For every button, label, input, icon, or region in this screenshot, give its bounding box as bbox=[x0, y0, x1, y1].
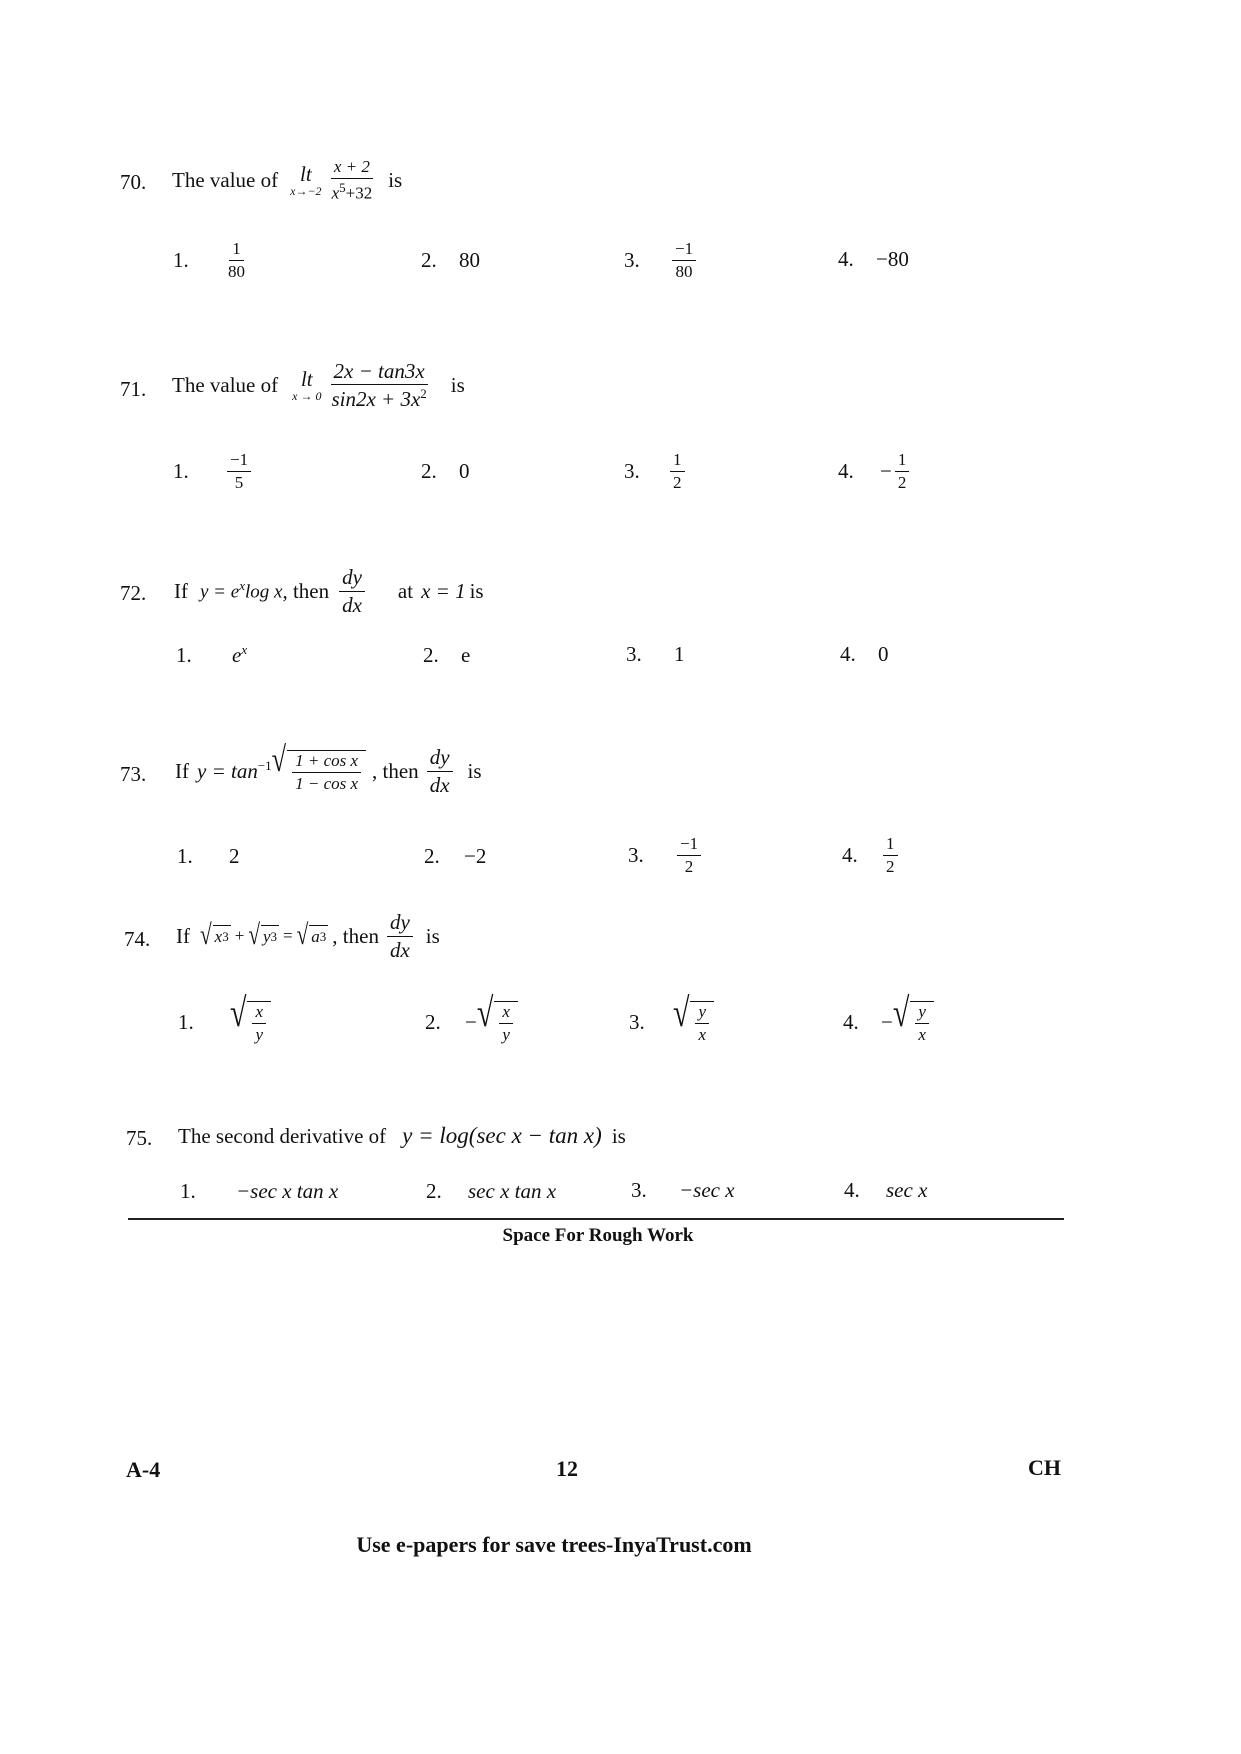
option-number: 4. bbox=[838, 458, 854, 483]
option-3[interactable] bbox=[626, 642, 685, 667]
root-argument bbox=[690, 1001, 714, 1044]
stem-text-end: is bbox=[611, 1123, 626, 1148]
option-text: −sec x bbox=[679, 1178, 735, 1202]
option-3[interactable] bbox=[624, 238, 699, 282]
fraction-denominator: 5 bbox=[234, 472, 244, 492]
fraction-numerator: −1 bbox=[227, 451, 251, 472]
option-fraction bbox=[670, 451, 685, 492]
root-argument bbox=[910, 1001, 934, 1044]
option-root bbox=[476, 990, 518, 1044]
option-number: 3. bbox=[624, 247, 640, 272]
fraction-denominator: dx bbox=[429, 772, 450, 797]
fraction-numerator: y bbox=[915, 1003, 929, 1024]
fraction-numerator: dy bbox=[339, 566, 365, 591]
option-number: 2. bbox=[426, 1179, 442, 1203]
question-stem bbox=[176, 908, 440, 964]
root-expression bbox=[271, 739, 366, 793]
root-argument bbox=[247, 1001, 271, 1044]
option-fraction bbox=[499, 1003, 513, 1044]
option-text: e bbox=[461, 643, 471, 667]
option-number: 3. bbox=[628, 842, 644, 867]
stem-text-then: , then bbox=[372, 758, 419, 783]
option-1[interactable] bbox=[173, 238, 251, 282]
option-text: $e^x$ bbox=[232, 642, 248, 667]
option-fraction bbox=[883, 835, 898, 876]
stem-text: The value of bbox=[172, 372, 279, 397]
option-fraction bbox=[895, 451, 910, 492]
option-2[interactable] bbox=[424, 844, 486, 869]
option-text: 1 bbox=[674, 642, 685, 666]
option-1[interactable] bbox=[176, 642, 247, 668]
limit-word: lt bbox=[300, 161, 312, 186]
derivative-fraction bbox=[387, 911, 413, 960]
stem-text: If bbox=[174, 578, 188, 603]
option-root bbox=[892, 990, 934, 1044]
question-stem bbox=[178, 1119, 626, 1153]
fraction-denominator: 2 bbox=[673, 472, 682, 492]
fraction-denominator: 2 bbox=[897, 472, 907, 492]
option-text: −2 bbox=[464, 844, 487, 868]
option-text: −sec x tan x bbox=[236, 1179, 339, 1203]
booklet-code: A-4 bbox=[126, 1457, 161, 1482]
fraction-denominator: $x^5+32$ bbox=[331, 179, 373, 203]
stem-text-then: , then bbox=[282, 578, 330, 603]
option-4[interactable] bbox=[838, 448, 912, 494]
stem-text-end: is bbox=[469, 578, 484, 603]
question-number: 70. bbox=[120, 170, 147, 194]
option-number: 1. bbox=[178, 1009, 194, 1034]
option-2[interactable] bbox=[423, 643, 470, 668]
option-text: 0 bbox=[878, 642, 889, 666]
root-y: √ y 3 bbox=[248, 918, 278, 951]
fraction-denominator: x bbox=[698, 1024, 707, 1044]
fraction-denominator: y bbox=[502, 1024, 510, 1044]
question-number: 74. bbox=[124, 927, 151, 951]
option-number: 4. bbox=[843, 1009, 859, 1034]
radical-sign: √ bbox=[230, 990, 247, 1036]
option-number: 2. bbox=[424, 844, 440, 868]
fraction-numerator: dy bbox=[387, 911, 413, 936]
fraction-numerator: y bbox=[695, 1003, 709, 1024]
option-text: sec x tan x bbox=[468, 1179, 557, 1203]
stem-text-at: at bbox=[397, 578, 414, 603]
option-number: 2. bbox=[425, 1009, 441, 1034]
subject-code: CH bbox=[1028, 1455, 1061, 1480]
question-stem bbox=[172, 354, 465, 416]
option-sign: − bbox=[880, 458, 892, 483]
option-4[interactable] bbox=[843, 990, 934, 1050]
condition: x = 1 bbox=[421, 578, 466, 603]
option-text: 2 bbox=[229, 844, 240, 868]
fraction-denominator: 80 bbox=[228, 261, 245, 281]
derivative-fraction bbox=[339, 566, 365, 615]
stem-text: If bbox=[175, 758, 189, 783]
option-number: 2. bbox=[423, 643, 439, 667]
option-3[interactable] bbox=[628, 832, 704, 878]
page-number: 12 bbox=[556, 1456, 578, 1481]
limit-operator bbox=[290, 161, 322, 198]
stem-text: The value of bbox=[172, 167, 279, 192]
fraction-numerator: x bbox=[252, 1003, 266, 1024]
radical-sign: √ bbox=[892, 990, 910, 1036]
option-fraction bbox=[252, 1003, 266, 1044]
option-3[interactable] bbox=[629, 990, 714, 1050]
root-argument bbox=[494, 1001, 518, 1044]
stem-text-end: is bbox=[388, 167, 403, 192]
option-fraction bbox=[672, 240, 696, 281]
option-root bbox=[230, 990, 271, 1044]
fraction-numerator: 1 bbox=[883, 835, 898, 856]
question-stem bbox=[175, 740, 482, 802]
question-number: 75. bbox=[126, 1126, 153, 1150]
limit-subscript: x → 0 bbox=[292, 388, 322, 403]
fraction-numerator: x + 2 bbox=[331, 158, 373, 179]
fraction-numerator: dy bbox=[427, 746, 453, 771]
option-number: 4. bbox=[840, 642, 856, 666]
fraction-denominator: dx bbox=[342, 592, 362, 617]
fraction-denominator: 2 bbox=[684, 856, 694, 876]
option-fraction bbox=[915, 1003, 929, 1044]
fraction-numerator: 1 bbox=[895, 451, 910, 472]
root-x: √ x 3 bbox=[200, 918, 229, 951]
stem-text-end: is bbox=[467, 758, 482, 783]
option-4[interactable] bbox=[844, 1178, 927, 1203]
option-fraction bbox=[227, 451, 251, 492]
option-2[interactable] bbox=[421, 248, 480, 273]
fraction-denominator: $\sin 2x + 3x^2$ bbox=[331, 386, 427, 411]
fraction-numerator: 1 + cos x bbox=[292, 752, 361, 773]
radical-sign: √ bbox=[476, 990, 494, 1036]
root-a: √ a 3 bbox=[296, 918, 327, 951]
stem-text: If bbox=[176, 923, 190, 948]
question-number: 72. bbox=[120, 581, 147, 605]
fraction-numerator: 1 bbox=[670, 451, 685, 472]
option-3[interactable] bbox=[631, 1178, 735, 1203]
fraction-denominator: 1 − cos x bbox=[295, 773, 359, 793]
option-number: 1. bbox=[173, 247, 189, 272]
option-2[interactable] bbox=[425, 990, 518, 1050]
option-fraction bbox=[225, 240, 248, 281]
option-number: 3. bbox=[631, 1178, 647, 1202]
option-1[interactable] bbox=[177, 844, 240, 869]
stem-text-then: , then bbox=[332, 923, 379, 948]
option-4[interactable] bbox=[838, 247, 909, 272]
equation: $y = e^x\log$ x bbox=[200, 578, 283, 603]
option-number: 1. bbox=[176, 642, 192, 667]
fraction-numerator: −1 bbox=[672, 240, 696, 261]
equation: √ x 3 + √ y 3 = √ a 3 bbox=[200, 918, 327, 951]
option-number: 1. bbox=[177, 844, 193, 868]
option-2[interactable] bbox=[421, 459, 470, 484]
radical-sign: √ bbox=[271, 739, 287, 779]
limit-fraction bbox=[328, 360, 429, 410]
limit-word: lt bbox=[300, 366, 313, 391]
limit-fraction bbox=[329, 158, 376, 202]
fraction-denominator: y bbox=[255, 1024, 264, 1044]
fraction-numerator: −1 bbox=[677, 835, 701, 856]
option-fraction bbox=[695, 1003, 709, 1044]
radical-sign: √ bbox=[673, 990, 690, 1036]
equation: y = log(sec x − tan x) bbox=[402, 1123, 602, 1148]
option-2[interactable] bbox=[426, 1179, 556, 1204]
stem-text-end: is bbox=[425, 923, 440, 948]
question-stem bbox=[174, 562, 484, 620]
question-stem bbox=[172, 152, 402, 208]
option-number: 4. bbox=[838, 247, 854, 271]
option-text: sec x bbox=[886, 1178, 928, 1202]
option-number: 2. bbox=[421, 459, 437, 483]
option-1[interactable] bbox=[178, 990, 271, 1050]
equation: $y = \tan^{-1}$ bbox=[197, 758, 272, 783]
fraction-denominator: x bbox=[918, 1024, 926, 1044]
stem-text-end: is bbox=[450, 372, 465, 397]
rough-work-label: Space For Rough Work bbox=[502, 1225, 694, 1246]
derivative-fraction bbox=[427, 746, 453, 795]
limit-subscript: x→−2 bbox=[290, 183, 322, 198]
fraction-numerator: 1 bbox=[229, 240, 244, 261]
fraction-numerator: x bbox=[499, 1003, 513, 1024]
question-number: 73. bbox=[120, 762, 147, 786]
fraction-denominator: 80 bbox=[675, 261, 693, 281]
rough-work-divider bbox=[128, 1218, 1064, 1220]
option-number: 4. bbox=[844, 1178, 860, 1202]
option-number: 3. bbox=[624, 458, 640, 483]
limit-operator bbox=[292, 366, 322, 403]
option-sign: − bbox=[465, 1009, 477, 1034]
option-fraction bbox=[677, 835, 701, 876]
fraction-denominator: dx bbox=[389, 937, 410, 962]
option-number: 3. bbox=[626, 642, 642, 666]
root-fraction bbox=[292, 752, 361, 793]
root-argument bbox=[287, 750, 366, 793]
fraction-numerator: 2x − tan3x bbox=[331, 360, 428, 385]
option-4[interactable] bbox=[842, 832, 901, 878]
option-number: 1. bbox=[173, 458, 189, 483]
option-text: −80 bbox=[876, 247, 909, 271]
question-number: 71. bbox=[120, 377, 147, 401]
option-sign: − bbox=[881, 1009, 893, 1034]
option-number: 2. bbox=[421, 248, 437, 272]
option-number: 4. bbox=[842, 842, 858, 867]
option-1[interactable] bbox=[180, 1179, 338, 1204]
option-4[interactable] bbox=[840, 642, 889, 667]
option-1[interactable] bbox=[173, 448, 254, 494]
fraction-denominator: 2 bbox=[886, 856, 895, 876]
option-text: 80 bbox=[459, 248, 480, 272]
option-root bbox=[673, 990, 714, 1044]
option-number: 1. bbox=[180, 1179, 196, 1203]
option-text: 0 bbox=[459, 459, 470, 483]
option-3[interactable] bbox=[624, 448, 688, 494]
stem-text: The second derivative of bbox=[178, 1123, 387, 1148]
footer-note: Use e-papers for save trees-InyaTrust.com bbox=[356, 1532, 752, 1557]
option-number: 3. bbox=[629, 1009, 645, 1034]
